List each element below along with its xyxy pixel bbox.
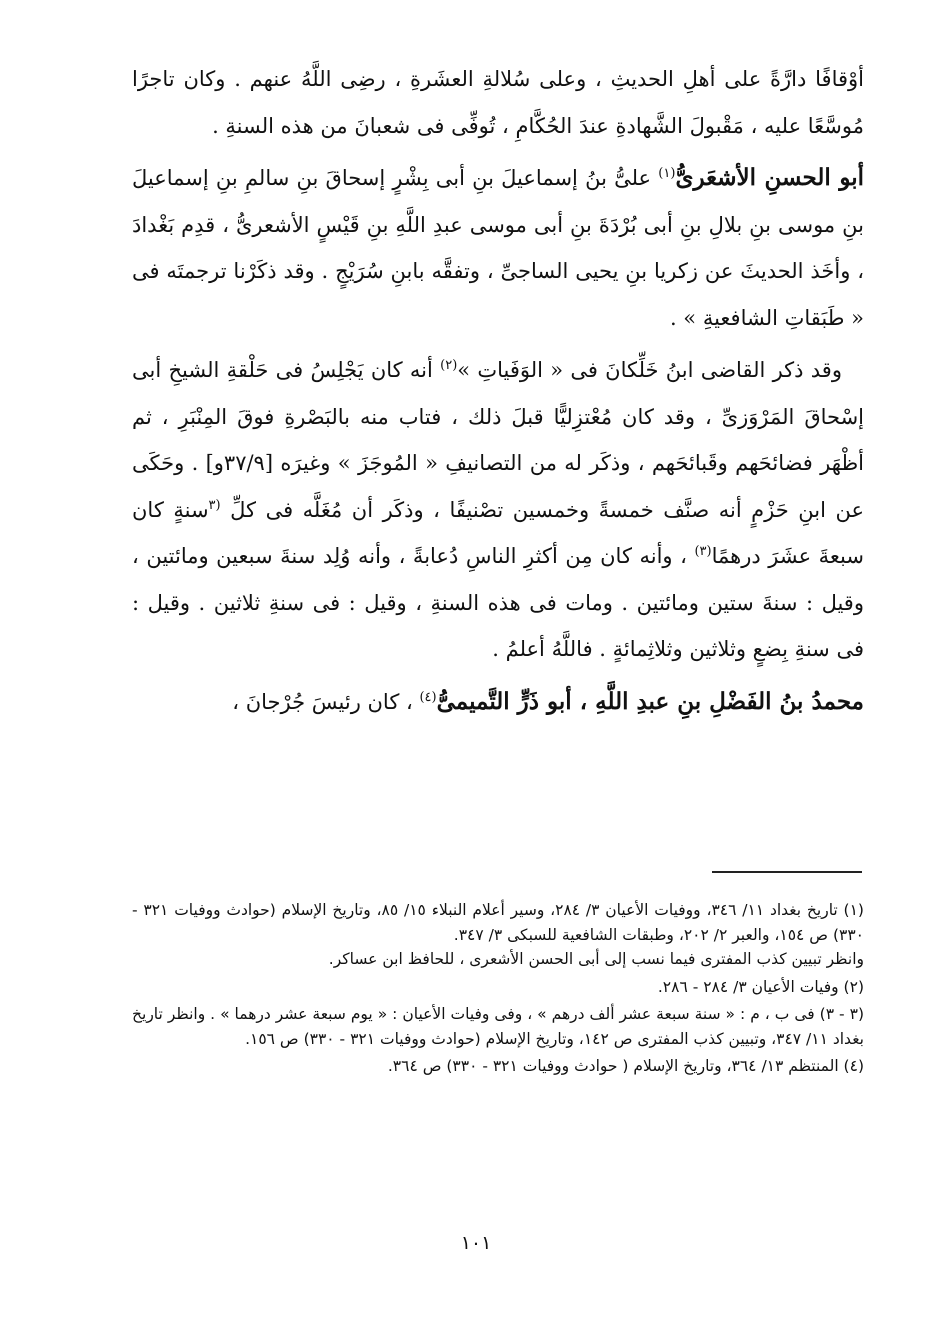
footnote-ref: (١) (658, 166, 676, 181)
footnote-text: وانظر تبيين كذب المفترى فيما نسب إلى أبى الحسن الأشعرى ، للحافظ ابن عساكر. (328, 950, 864, 968)
footnote-3: (٣ - ٣) فى ب ، م : « سنة سبعة عشر ألف درهم » ، وفى وفيات الأعيان : « يوم سبعة عشر درهما » . وانظر تاريخ بغداد ١١/ ٣٤٧، وتبيين كذب المفترى ص ١٤٢، وتاريخ الإسلام (حوادث ووفيات ٣٢١ - ٣٣٠) ص ١٥٦. (132, 1005, 864, 1048)
text-segment: وقد ذكر القاضى ابنُ خَلِّكانَ فى « الوَفَياتِ » (457, 358, 842, 382)
footnote-ref: (٢) (440, 358, 458, 373)
text-line: أوْقافًا دارَّةً على أهلِ الحديثِ ، وعلى سُلالةِ العشَرةِ ، رضِى اللَّهُ عنهم . وكان (183, 67, 864, 91)
footnote-1 (132, 898, 864, 972)
footnote-text: (١) تاريخ بغداد ١١/ ٣٤٦، ووفيات الأعيان ٣/ ٢٨٤، وسير أعلام النبلاء ١٥/ ٨٥، وتاريخ الإسلام (حوادث ووفيات ٣٢١ - ٣٣٠) ص ١٥٤، والعبر ٢/ ٢٠٢، وطبقات الشافعية للسبكى ٣/ ٣٤٧. (132, 901, 864, 944)
paragraph-ibn-khallikan (132, 347, 864, 673)
footnote-4: (٤) المنتظم ١٣/ ٣٦٤، وتاريخ الإسلام ( حوادث ووفيات ٣٢١ - ٣٣٠) ص ٣٦٤. (387, 1057, 864, 1075)
footnote-ref: (٣ (208, 497, 221, 513)
footnote-ref: (٤) (419, 689, 437, 705)
footnote-2: (٢) وفيات الأعيان ٣/ ٢٨٤ - ٢٨٦. (657, 977, 864, 996)
footnote-divider (712, 871, 862, 873)
entry-text: علىُّ بنُ إسماعيلَ بنِ أبى بِشْرٍ إسحاقَ بنِ سالمِ بنِ إسماعيلَ بنِ موسى بنِ بلالِ بنِ أبى بُرْدَةَ بنِ أبى موسى عبدِ اللَّهِ بنِ قَيْسٍ الأشعرىُّ ، قدِم بَغْدادَ ، وأخَذ الحديثَ عن زكريا بنِ يحيى الساجىِّ ، وتفقَّه بابنِ سُرَيْجٍ . وقد ذكَرْنا ترجمتَه فى « طَبَقاتِ الشافعيةِ » . (132, 166, 864, 330)
entry-heading: أبو الحسنِ الأشعَرىُّ (675, 164, 864, 191)
text-segment: سنةٍ كان سبعةَ عشَرَ درهمًا (132, 497, 864, 568)
paragraph-continuation (132, 56, 864, 149)
footnote-ref: (٣) (694, 544, 712, 559)
text-segment: أنه كان يَجْلِسُ فى حَلْقةِ الشيخِ أبى إسْحاقَ المَرْوَزىِّ ، وقد كان مُعْتزِليًّا قبلَ ذلك ، فتاب منه بالبَصْرةِ فوقَ المِنْبَرِ ، ثم أظْهَر فضائحَهم وقَبائحَهم ، وذكَر له من التصانيفِ « المُوجَزَ » وغيرَه [٣٧/٩و] . وحَكَى عن ابنِ حَزْمٍ أنه صنَّف خمسةً وخمسين تصْنيفًا ، وذكَر أن مُغَلَّه فى كلِّ (132, 358, 864, 522)
paragraph-ashari (132, 155, 864, 341)
entry-heading: محمدُ بنُ الفَضْلِ بنِ عبدِ اللَّهِ ، أبو ذَرٍّ التَّميمىُّ (436, 687, 864, 715)
footnotes (132, 898, 864, 1082)
page-number: ١٠١ (460, 1232, 492, 1254)
paragraph-abu-dharr (132, 679, 864, 726)
text-segment: ، وأنه كان مِن أكثرِ الناسِ دُعابةً ، وأنه وُلِد سنةَ سبعين ومائتين ، وقيل : سنةَ ستين ومائتين . ومات فى هذه السنةِ ، وقيل : فى سنةِ ثلاثين . وقيل : فى سنةِ بِضعٍ وثلاثين وثلاثِمائةٍ . فاللَّهُ أعلمُ . (132, 544, 864, 661)
main-text (132, 56, 864, 731)
entry-text: ، كان رئيسَ جُرْجانَ ، (232, 689, 413, 714)
text-line: تاجرًا مُوسَّعًا عليه ، مَقْبولَ الشَّهادةِ عندَ الحُكَّامِ ، تُوفِّى فى شعبانَ من هذه السنةِ . (132, 67, 864, 138)
